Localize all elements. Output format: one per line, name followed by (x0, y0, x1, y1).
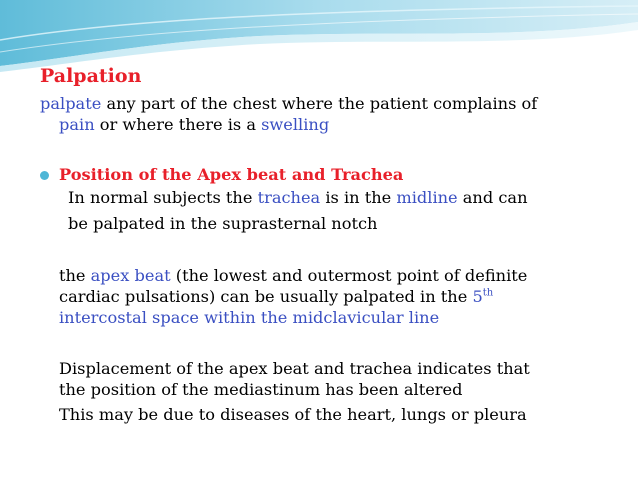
intro-line-1: palpate any part of the chest where the patient complains of (40, 94, 538, 113)
term-midline: midline (396, 188, 458, 207)
term-pain: pain (59, 115, 95, 134)
trachea-line-2: be palpated in the suprasternal notch (68, 214, 378, 233)
bullet-heading: Position of the Apex beat and Trachea (59, 165, 404, 184)
displacement-line-1: Displacement of the apex beat and trachea indicates that (59, 359, 530, 378)
term-swelling: swelling (261, 115, 330, 134)
trachea-line-1: In normal subjects the trachea is in the midline and can (68, 188, 528, 207)
apex-line-2: cardiac pulsations) can be usually palpated in the 5th (59, 287, 494, 306)
term-palpate: palpate (40, 94, 102, 113)
apex-line-3: intercostal space within the midclavicular line (59, 308, 440, 327)
intro-line-2: pain or where there is a swelling (59, 115, 330, 134)
slide-heading: Palpation (40, 65, 142, 87)
term-5th: 5th (472, 287, 494, 306)
term-trachea: trachea (257, 188, 321, 207)
displacement-line-3: This may be due to diseases of the heart, lungs or pleura (59, 405, 527, 424)
term-apex-beat: apex beat (90, 266, 171, 285)
apex-line-1: the apex beat (the lowest and outermost point of definite (59, 266, 528, 285)
displacement-line-2: the position of the mediastinum has been altered (59, 380, 463, 399)
bullet-dot (40, 171, 49, 180)
